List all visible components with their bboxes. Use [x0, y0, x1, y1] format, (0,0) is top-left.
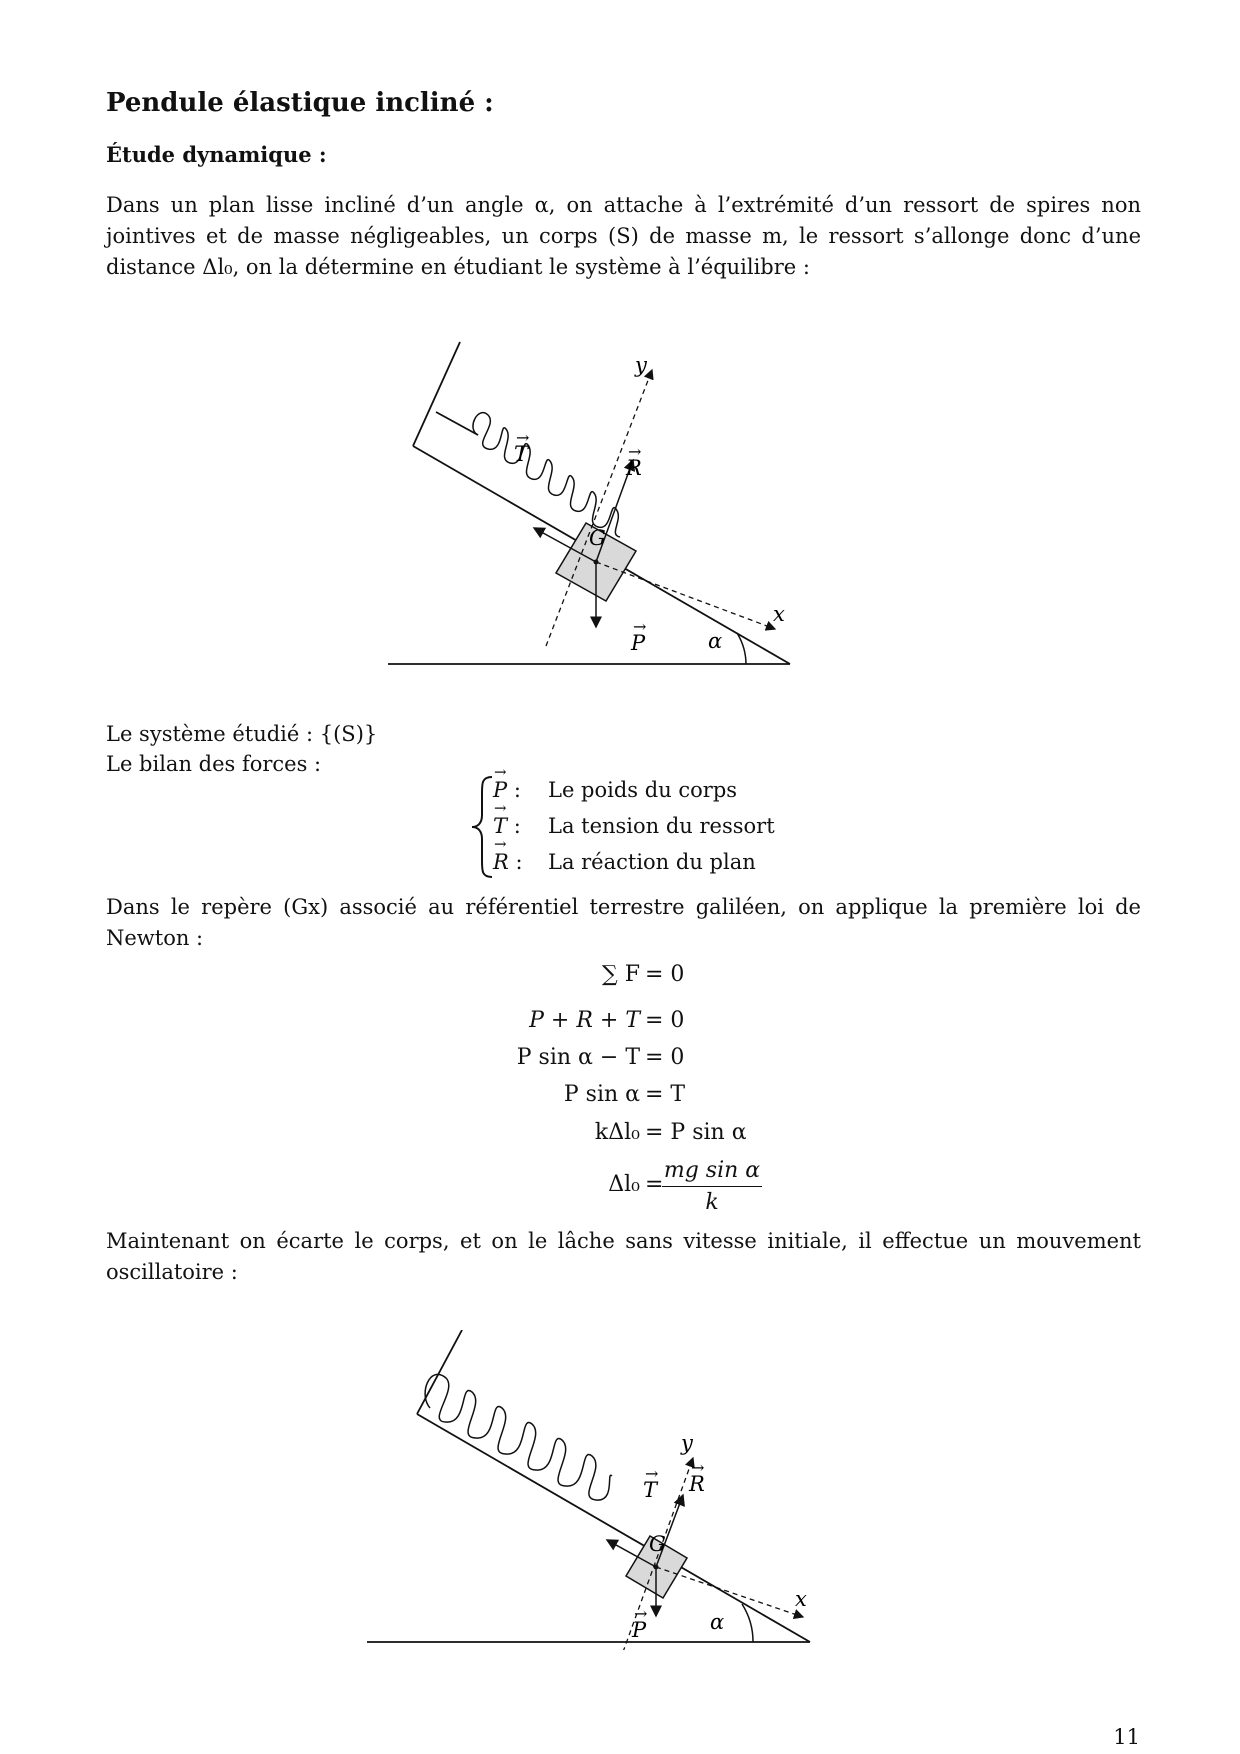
- eq2-rhs: = 0: [645, 1008, 685, 1033]
- eq3-lhs: P sin α − T: [516, 1045, 640, 1070]
- eq6-denominator: k: [705, 1190, 719, 1215]
- label-r: R: [626, 456, 642, 480]
- angle-arc: [742, 1604, 753, 1642]
- force-desc-t: La tension du ressort: [548, 814, 775, 838]
- x-axis: [596, 562, 775, 629]
- eq5-lhs: kΔl₀: [594, 1120, 640, 1145]
- section-title: Pendule élastique incliné :: [106, 88, 494, 118]
- newton-paragraph: Dans le repère (Gx) associé au référentiel terrestre galiléen, on applique la première loi de Newton :: [106, 895, 1141, 950]
- x-axis: [656, 1567, 803, 1617]
- eq6-lhs: Δl₀: [608, 1172, 640, 1197]
- label-x: x: [773, 602, 785, 626]
- force-row-r: → R :: [493, 835, 523, 874]
- eq2-lhs: P + R + T: [529, 1008, 640, 1033]
- figure-oscillation: [355, 1330, 825, 1650]
- page-number: 11: [1113, 1725, 1140, 1749]
- svg-text:→: →: [628, 442, 642, 461]
- force-desc-p: Le poids du corps: [548, 778, 738, 802]
- intro-paragraph: Dans un plan lisse incliné d’un angle α, on attache à l’extrémité d’un ressort de spires non jointives et de masse négligeables, un corps (S) de masse m, le ressort s’allonge donc d’une distance Δl₀, on la détermine en étudiant le système à l’équilibre :: [106, 193, 1141, 279]
- label-alpha: α: [710, 1610, 725, 1634]
- force-row-t: → T :: [493, 799, 521, 838]
- label-y: y: [681, 1431, 693, 1455]
- label-g: G: [589, 526, 606, 550]
- spring-rod: [436, 412, 478, 435]
- eq4-rhs: = T: [645, 1082, 686, 1107]
- fraction-bar: [662, 1186, 762, 1187]
- label-y: y: [635, 353, 647, 377]
- forces-heading: Le bilan des forces :: [106, 752, 322, 776]
- label-t: T: [643, 1478, 658, 1502]
- svg-text:→: →: [691, 1458, 705, 1477]
- svg-text:→: →: [633, 617, 647, 636]
- svg-text:→: →: [634, 1604, 648, 1623]
- eq6-numerator: mg sin α: [663, 1158, 761, 1183]
- subsection-title: Étude dynamique :: [106, 142, 327, 167]
- incline-plane: [417, 1414, 810, 1642]
- release-paragraph: Maintenant on écarte le corps, et on le lâche sans vitesse initiale, il effectue un mouvement oscillatoire :: [106, 1229, 1141, 1284]
- figure-equilibrium: [370, 330, 840, 670]
- label-p: P: [631, 631, 646, 655]
- forces-brace: [470, 775, 494, 880]
- spring: [473, 413, 620, 537]
- label-p: P: [632, 1618, 647, 1642]
- label-g: G: [649, 1532, 666, 1556]
- eq3-rhs: = 0: [645, 1045, 685, 1070]
- wall: [413, 342, 460, 446]
- eq1-rhs: = 0: [645, 962, 685, 987]
- centre-point: [654, 1565, 659, 1570]
- y-axis: [546, 370, 652, 646]
- spring: [425, 1374, 612, 1500]
- label-alpha: α: [708, 629, 723, 653]
- force-row-p: → P :: [493, 763, 521, 802]
- svg-text:→: →: [516, 428, 530, 447]
- force-desc-r: La réaction du plan: [548, 850, 756, 874]
- wall: [417, 1330, 462, 1414]
- svg-text:→: →: [645, 1464, 659, 1483]
- centre-point: [594, 560, 599, 565]
- eq1-lhs: ∑ F: [602, 962, 640, 987]
- eq5-rhs: = P sin α: [645, 1120, 747, 1145]
- label-r: R: [689, 1472, 705, 1496]
- label-x: x: [795, 1587, 807, 1611]
- eq4-lhs: P sin α: [563, 1082, 640, 1107]
- system-line: Le système étudié : {(S)}: [106, 722, 378, 746]
- label-t: T: [514, 442, 529, 466]
